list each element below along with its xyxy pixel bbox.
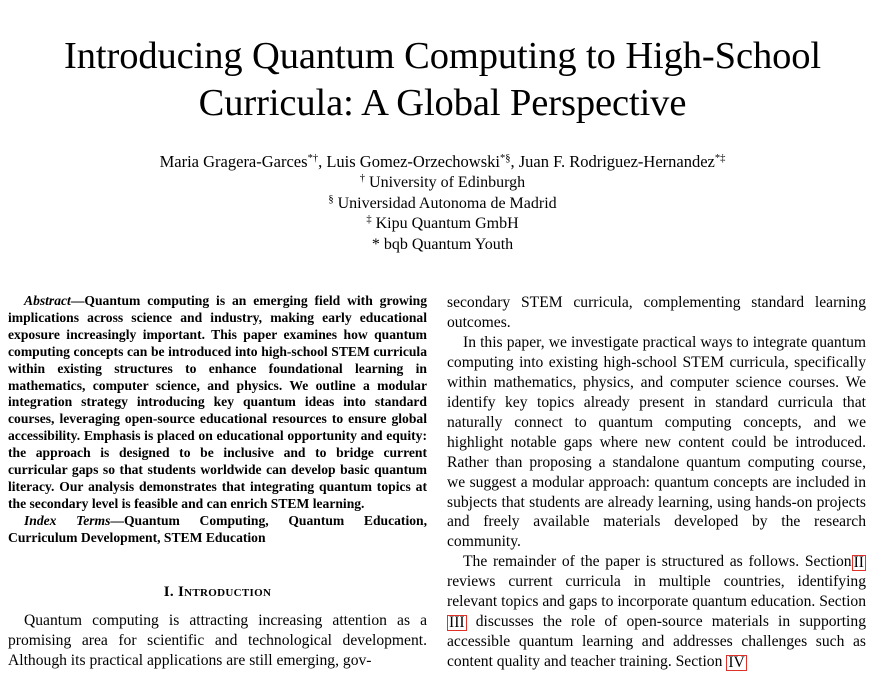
- author-list: Maria Gragera-Garces*†, Luis Gomez-Orzechowski*§, Juan F. Rodriguez-Hernandez*‡: [159, 152, 726, 171]
- affiliation-mark: ‡: [366, 214, 372, 226]
- affiliation: [0, 235, 885, 256]
- title-line-1: Introducing Quantum Computing to High-School: [64, 35, 821, 77]
- affiliation: [0, 214, 885, 235]
- index-terms-text: —Quantum Computing, Quantum Education, Curriculum Development, STEM Education: [8, 512, 427, 545]
- author-marks: *†: [307, 153, 319, 164]
- introduction-body: [8, 611, 427, 671]
- abstract-label: Abstract: [24, 293, 71, 308]
- structure-text-1: The remainder of the paper is structured as follows. Section: [463, 553, 852, 571]
- author-marks: *§: [499, 153, 511, 164]
- paragraph-approach: In this paper, we investigate practical ways to integrate quantum computing into existing high-school STEM curricula, specifically within mathematics, physics, and computer science courses. We identify key topics already present in standard curricula that naturally connect to quantum computing concepts, and we highlight notable gaps where new content could be introduced. Rather than proposing a standalone quantum computing course, we suggest a modular approach: quantum concepts are included in subjects that students are already learning, using hands-on projects and freely available materials developed by the research community.: [447, 333, 866, 551]
- paragraph-structure: [447, 552, 866, 672]
- paper-title: [0, 33, 885, 127]
- affiliation-mark: §: [328, 193, 334, 205]
- right-column: [447, 293, 866, 672]
- structure-text-2: reviews current curricula in multiple countries, identifying relevant topics and gaps to incorporate quantum education. Section: [447, 573, 866, 611]
- title-line-2: Curricula: A Global Perspective: [198, 82, 687, 124]
- abstract-text: —Quantum computing is an emerging field with growing implications across science and industry, making early educational exposure increasingly important. This paper examines how quantum computing concepts can be introduced into high-school STEM curricula within existing structures to enhance foundational learning in mathematics, computer science, and physics. We outline a modular integration strategy introducing key quantum ideas into standard courses, leveraging open-source educational resources to ensure global accessibility. Emphasis is placed on educational opportunity and equity: the approach is designed to be inclusive and to bridge current curricular gaps so that students worldwide can develop basic quantum literacy. Our analysis demonstrates that integrating quantum topics at the secondary level is feasible and can enrich STEM learning.: [8, 293, 427, 511]
- index-terms-label: Index Terms: [24, 512, 111, 528]
- affiliation: [0, 194, 885, 215]
- paragraph-continued: secondary STEM curricula, complementing standard learning outcomes.: [447, 294, 866, 331]
- author-name: Luis Gomez-Orzechowski: [326, 152, 500, 171]
- affiliation-mark: *: [371, 236, 380, 254]
- affiliation-list: [0, 173, 885, 256]
- section-ref-link[interactable]: II: [853, 554, 864, 572]
- affiliation-name: Universidad Autonoma de Madrid: [337, 194, 557, 212]
- author-name: Maria Gragera-Garces: [159, 152, 308, 171]
- author-name: Juan F. Rodriguez-Hernandez: [518, 152, 715, 171]
- affiliation-name: University of Edinburgh: [369, 174, 526, 191]
- abstract: [8, 293, 427, 513]
- intro-paragraph: Quantum computing is attracting increasing attention as a promising area for scientific and technological development. Although its practical applications are still emerging, gov-: [8, 612, 427, 669]
- affiliation-name: bqb Quantum Youth: [383, 236, 514, 254]
- structure-text-3: discusses the role of open-source materials in supporting accessible quantum learning and addresses challenges such as content quality and teacher training. Section: [447, 613, 866, 671]
- index-terms: [8, 513, 427, 547]
- affiliation-name: Kipu Quantum GmbH: [375, 215, 519, 233]
- affiliation-mark: †: [359, 173, 366, 184]
- section-ref-link[interactable]: III: [449, 614, 465, 632]
- author-marks: *‡: [714, 153, 726, 164]
- section-heading-introduction: I. Introduction: [163, 584, 272, 600]
- affiliation: [0, 173, 885, 194]
- section-ref-link[interactable]: IV: [728, 654, 745, 672]
- left-column: [8, 293, 427, 547]
